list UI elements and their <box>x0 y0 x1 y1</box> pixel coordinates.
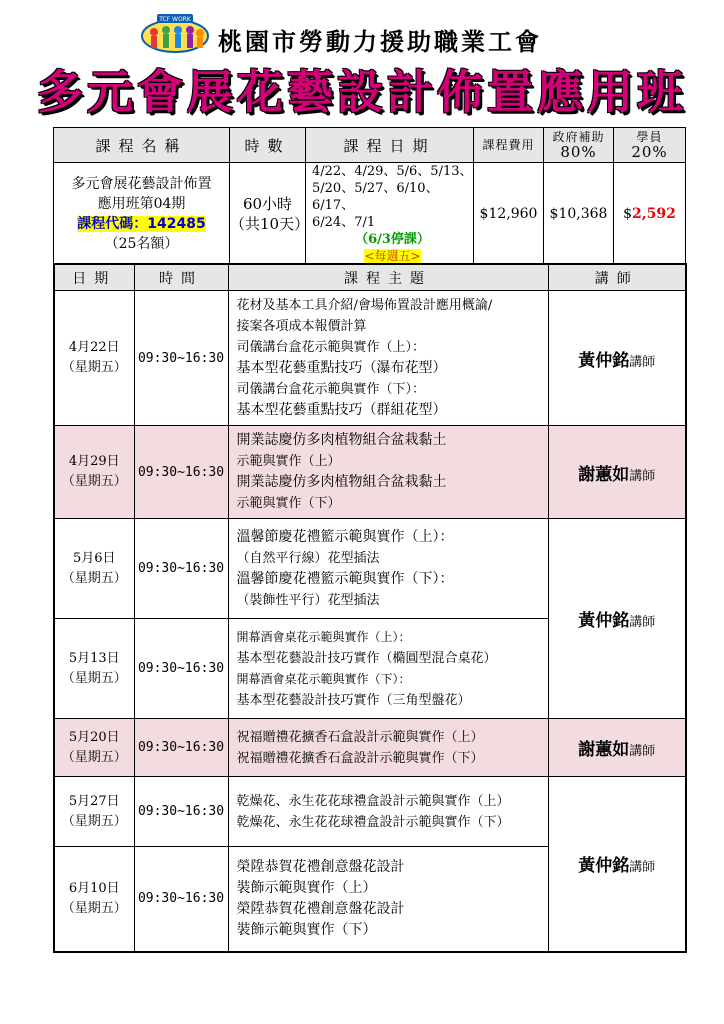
time-cell: 09:30~16:30 <box>134 619 228 719</box>
time-cell: 09:30~16:30 <box>134 719 228 777</box>
dates-line1: 4/22、4/29、5/6、5/13、 <box>312 164 473 179</box>
table-row <box>54 519 686 619</box>
topic-cell: 乾燥花、永生花花球禮盒設計示範與實作（上） 乾燥花、永生花花球禮盒設計示範與實作（下） <box>228 777 548 847</box>
course-quota: （25名額） <box>104 236 179 252</box>
table-row <box>54 291 686 426</box>
schedule-table <box>53 263 687 953</box>
teacher-cell: 黃仲銘講師 <box>548 777 686 952</box>
hours-total: 60小時 <box>242 195 293 213</box>
subsidy-cell: $10,368 <box>544 163 614 266</box>
header-topic: 課程主題 <box>228 264 548 291</box>
date-cell: 4月22日 （星期五） <box>54 291 134 426</box>
page-title: 多元會展花藝設計佈置應用班 <box>37 65 687 119</box>
table-row <box>54 777 686 847</box>
dates-cell <box>306 163 474 266</box>
topic-cell: 開業誌慶仿多肉植物組合盆栽黏土 示範與實作（上） 開業誌慶仿多肉植物組合盆栽黏土 示範與實作（下） <box>228 426 548 519</box>
course-name-line2: 應用班第04期 <box>97 196 186 212</box>
course-code: 課程代碼：142485 <box>77 216 206 232</box>
course-name-line1: 多元會展花藝設計佈置 <box>71 176 212 192</box>
time-cell: 09:30~16:30 <box>134 291 228 426</box>
date-cell: 5月20日 （星期五） <box>54 719 134 777</box>
header-teacher: 講師 <box>548 264 686 291</box>
header-hours: 時數 <box>230 128 306 163</box>
suspension-note: （6/3停課） <box>355 232 430 247</box>
page-header <box>0 0 724 120</box>
student-cost-cell: $2,592 <box>614 163 686 266</box>
date-cell: 5月27日 （星期五） <box>54 777 134 847</box>
time-cell: 09:30~16:30 <box>134 519 228 619</box>
logo-text: TCF WORK <box>159 16 191 23</box>
header-fee: 課程費用 <box>474 128 544 163</box>
fee-cell: $12,960 <box>474 163 544 266</box>
date-cell: 5月13日 （星期五） <box>54 619 134 719</box>
teacher-cell: 謝蕙如講師 <box>548 426 686 519</box>
topic-cell: 榮陞恭賀花禮創意盤花設計 裝飾示範與實作（上） 榮陞恭賀花禮創意盤花設計 裝飾示範與實作（下） <box>228 847 548 952</box>
time-cell: 09:30~16:30 <box>134 426 228 519</box>
header-dates: 課程日期 <box>306 128 474 163</box>
header-course-name: 課程名稱 <box>54 128 230 163</box>
header-subsidy: 政府補助 80% <box>544 128 614 163</box>
topic-cell: 開幕酒會桌花示範與實作（上）： 基本型花藝設計技巧實作（橢圓型混合桌花） 開幕酒會桌花示範與實作（下）： 基本型花藝設計技巧實作（三角型盤花） <box>228 619 548 719</box>
date-cell: 5月6日 （星期五） <box>54 519 134 619</box>
time-cell: 09:30~16:30 <box>134 847 228 952</box>
table-row <box>54 719 686 777</box>
dates-line3: 6/24、7/1 <box>312 215 376 230</box>
teacher-cell: 黃仲銘講師 <box>548 291 686 426</box>
topic-cell: 花材及基本工具介紹/會場佈置設計應用概論/ 接案各項成本報價計算 司儀講台盒花示範與實作（上）： 基本型花藝重點技巧（瀑布花型） 司儀講台盒花示範與實作（下）： 基本型花藝重點技巧（群組花型） <box>228 291 548 426</box>
course-name-cell <box>54 163 230 266</box>
weekly-note: <每週五> <box>364 249 421 263</box>
header-student: 學員 20% <box>614 128 686 163</box>
teacher-cell: 黃仲銘講師 <box>548 519 686 719</box>
course-summary-table <box>53 127 686 266</box>
dates-line2: 5/20、5/27、6/10、6/17、 <box>312 181 439 213</box>
date-cell: 4月29日 （星期五） <box>54 426 134 519</box>
time-cell: 09:30~16:30 <box>134 777 228 847</box>
header-date: 日期 <box>54 264 134 291</box>
student-cost-amount: 2,592 <box>632 206 676 222</box>
topic-cell: 溫馨節慶花禮籃示範與實作（上）： （自然平行線）花型插法 溫馨節慶花禮籃示範與實作（下）： （裝飾性平行）花型插法 <box>228 519 548 619</box>
organization-name: 桃園市勞動力援助職業工會 <box>218 28 542 56</box>
header-time: 時間 <box>134 264 228 291</box>
union-logo <box>140 12 210 54</box>
hours-cell <box>230 163 310 266</box>
topic-cell: 祝福贈禮花擴香石盒設計示範與實作（上） 祝福贈禮花擴香石盒設計示範與實作（下） <box>228 719 548 777</box>
teacher-cell: 謝蕙如講師 <box>548 719 686 777</box>
date-cell: 6月10日 （星期五） <box>54 847 134 952</box>
hours-days: （共10天） <box>230 215 310 233</box>
table-row <box>54 426 686 519</box>
